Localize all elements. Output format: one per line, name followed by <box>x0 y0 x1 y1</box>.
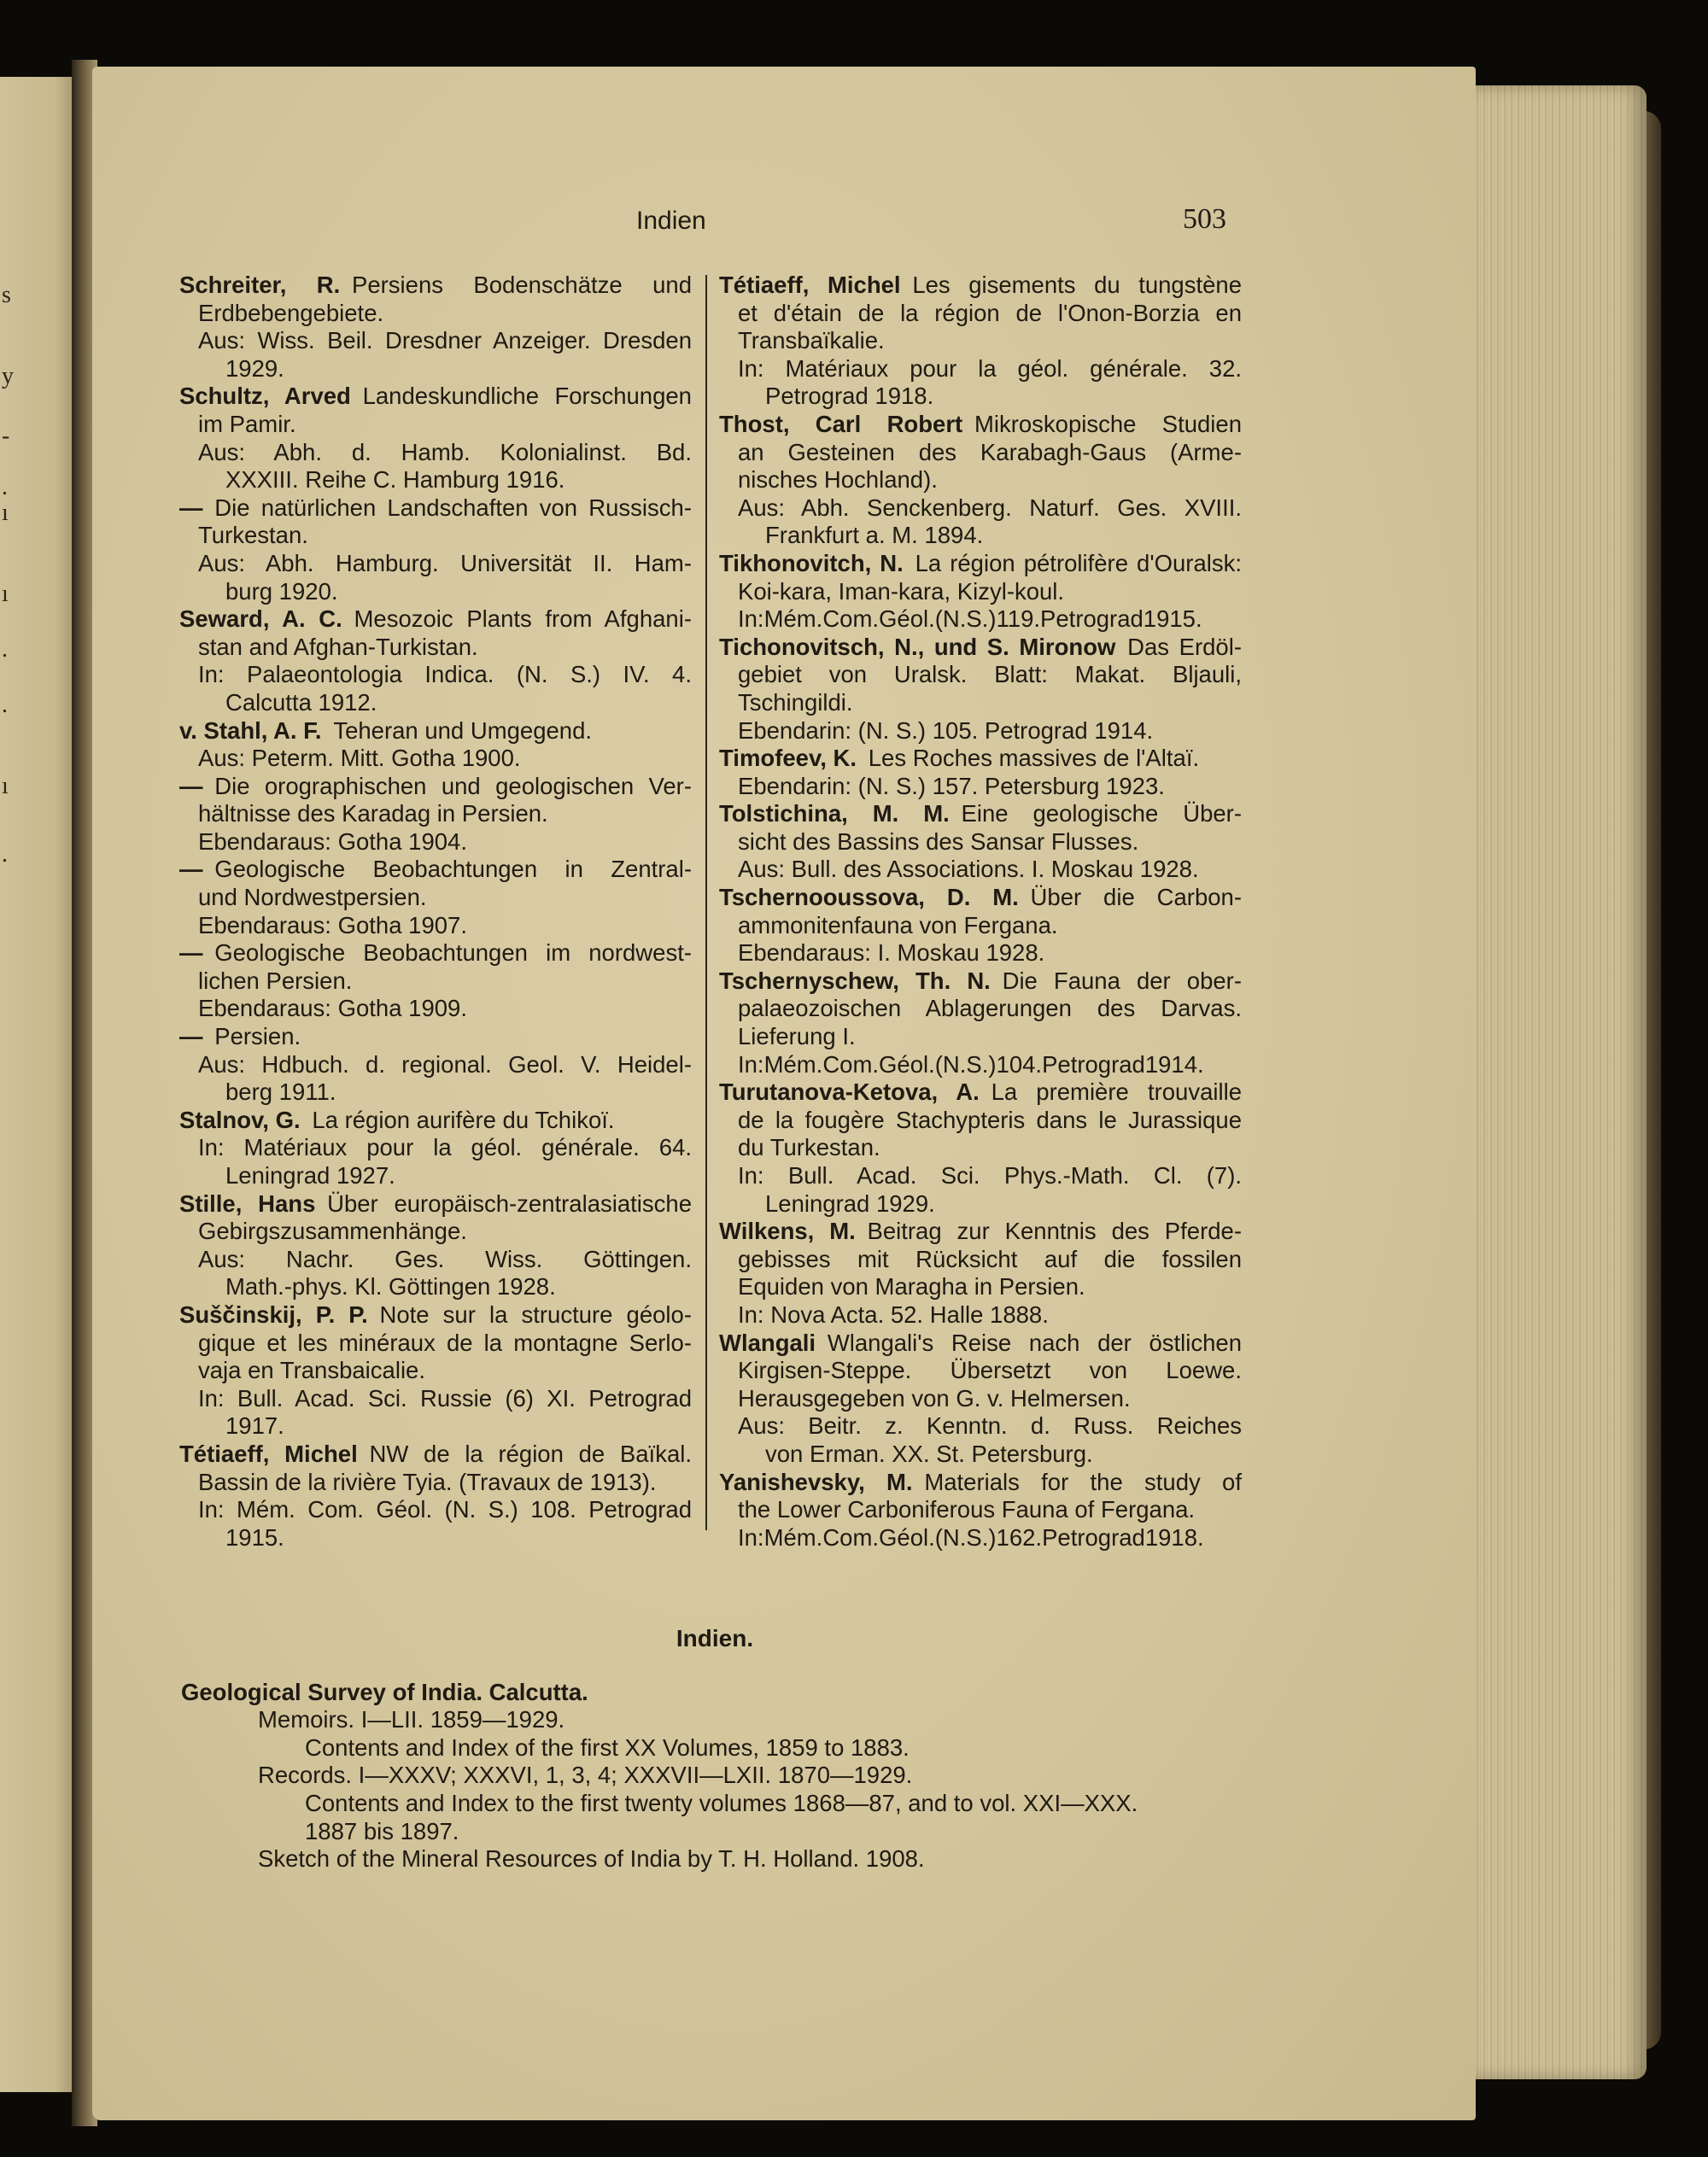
entry-source-line: In:Mém.Com.Géol.(N.S.)119.Petrograd1915. <box>738 605 1202 633</box>
entry-source <box>719 1301 1242 1330</box>
entry-source-line: XXXIII. Reihe C. Hamburg 1916. <box>225 466 565 494</box>
entry-line <box>179 1023 692 1051</box>
bibliography-entry <box>719 1078 1242 1218</box>
entry-title-line: Geologische Beobachtungen im nordwest- <box>214 939 692 967</box>
entry-title-line: Geologische Beobachtungen in Zentral- <box>214 856 692 883</box>
entry-source <box>179 1051 692 1107</box>
bibliography-entry <box>179 773 692 856</box>
entry-line <box>179 1190 692 1219</box>
entry-title-line: sicht des Bassins des Sansar Flusses. <box>738 827 1139 855</box>
entry-title-line: Teheran und Umgegend. <box>333 716 593 744</box>
bibliography-entry <box>719 967 1242 1078</box>
entry-line <box>719 1330 1242 1358</box>
entry-author: Thost, Carl Robert <box>719 410 963 437</box>
bibliography-entry <box>179 272 692 383</box>
entry-title-line: Equiden von Maragha in Persien. <box>738 1273 1085 1301</box>
entry-title-line: Gebirgszusammenhänge. <box>198 1218 467 1245</box>
facing-page-fragment: . <box>2 692 8 718</box>
entry-line <box>179 522 692 550</box>
entry-title-line: Les gisements du tungstène <box>912 272 1242 298</box>
entry-title-line: Die natürlichen Landschaften von Russisch- <box>214 494 692 521</box>
entry-source <box>179 912 692 940</box>
entry-title-line: La région pétrolifère d'Ouralsk: <box>915 549 1242 576</box>
entry-title-line: the Lower Carboniferous Fauna of Fergana. <box>738 1496 1196 1523</box>
entry-source-line: Ebendaraus: Gotha 1904. <box>198 827 467 855</box>
section-line: Contents and Index to the first twenty volumes 1868—87, and to vol. XXI—XXX. <box>305 1789 1138 1816</box>
entry-line <box>719 1357 1242 1385</box>
entry-source-line: Ebendarin: (N. S.) 105. Petrograd 1914. <box>738 716 1154 744</box>
entry-title-line: Über die Carbon- <box>1030 884 1242 911</box>
entry-source-line: Aus: Peterm. Mitt. Gotha 1900. <box>198 745 521 772</box>
facing-page-fragment: - <box>2 423 10 449</box>
entry-title-line: ammonitenfauna von Fergana. <box>738 911 1058 938</box>
entry-author: Wilkens, M. <box>719 1218 856 1245</box>
entry-source-line: In: Mém. Com. Géol. (N. S.) 108. Petrograd <box>198 1496 692 1523</box>
entry-author: v. Stahl, A. F. <box>179 716 322 744</box>
entry-author: Tolstichina, M. M. <box>719 800 950 827</box>
entry-source <box>179 1496 692 1552</box>
entry-title-line: Herausgegeben von G. v. Helmersen. <box>738 1384 1131 1412</box>
left-column <box>179 272 692 1552</box>
entry-title-line: La première trouvaille <box>991 1078 1242 1106</box>
entry-line <box>179 1441 692 1469</box>
entry-line <box>179 800 692 828</box>
bibliography-entry <box>179 605 692 716</box>
page-number: 503 <box>1183 203 1226 235</box>
entry-line <box>719 1023 1242 1051</box>
entry-line <box>179 605 692 634</box>
entry-line <box>179 773 692 801</box>
entry-title-line: Beitrag zur Kenntnis des Pferde- <box>867 1218 1242 1245</box>
entry-line <box>719 800 1242 828</box>
entry-title-line: Mikroskopische Studien <box>974 410 1243 437</box>
entry-title-line: nisches Hochland). <box>738 466 938 494</box>
entry-source-line: Calcutta 1912. <box>225 688 377 716</box>
bibliography-entry <box>179 1301 692 1441</box>
entry-title-line: et d'étain de la région de l'Onon-Borzia en <box>738 299 1242 326</box>
entry-source-line: Aus: Beitr. z. Kenntn. d. Russ. Reiches <box>738 1412 1242 1440</box>
entry-line <box>179 1357 692 1385</box>
entry-title-line: du Turkestan. <box>738 1134 880 1161</box>
entry-title-line: de la fougère Stachypteris dans le Jurassique <box>738 1106 1242 1133</box>
entry-line <box>719 578 1242 606</box>
entry-title-line: NW de la région de Baïkal. <box>369 1440 692 1467</box>
entry-source <box>179 828 692 856</box>
section-line: Memoirs. I—LII. 1859—1929. <box>258 1706 565 1733</box>
entry-author: Stalnov, G. <box>179 1106 301 1133</box>
entry-title-line: Transbaïkalie. <box>738 327 885 354</box>
entry-source-line: Leningrad 1929. <box>765 1190 935 1217</box>
entry-source <box>179 1385 692 1441</box>
bibliography-entry <box>179 856 692 939</box>
entry-source-line: Aus: Abh. Hamburg. Universität II. Ham- <box>198 549 692 576</box>
entry-line <box>719 1385 1242 1413</box>
entry-source-line: burg 1920. <box>225 577 338 605</box>
entry-author: Tétiaeff, Michel <box>719 272 901 298</box>
facing-page-fragment: s <box>2 282 11 308</box>
entry-title-line: Turkestan. <box>198 522 308 549</box>
entry-source <box>719 355 1242 411</box>
entry-title-line: Die orographischen und geologischen Ver- <box>214 772 692 799</box>
entry-source <box>179 550 692 605</box>
right-column <box>719 272 1242 1552</box>
entry-line <box>719 1246 1242 1274</box>
entry-line <box>719 995 1242 1023</box>
entry-title-line: im Pamir. <box>198 410 296 437</box>
entry-author: Schultz, Arved <box>179 383 351 410</box>
entry-title-line: Bassin de la rivière Tyia. (Travaux de 1913). <box>198 1468 657 1495</box>
entry-source-line: Ebendaraus: Gotha 1907. <box>198 911 467 938</box>
entry-author: Schreiter, R. <box>179 272 341 298</box>
entry-line <box>719 327 1242 355</box>
entry-source <box>179 661 692 716</box>
entry-author: Tikhonovitch, N. <box>719 549 904 576</box>
entry-title-line: Persien. <box>214 1023 301 1050</box>
entry-line <box>179 383 692 411</box>
bibliography-entry <box>179 717 692 773</box>
facing-page-fragment: . <box>2 636 8 663</box>
entry-line <box>179 1107 692 1135</box>
entry-author: — <box>179 856 203 883</box>
section-title: Indien. <box>676 1625 754 1651</box>
entry-line <box>719 1496 1242 1524</box>
bibliography-entry <box>719 550 1242 634</box>
facing-page-fragment: . <box>2 841 8 868</box>
bibliography-entry <box>719 634 1242 745</box>
entry-title-line: Lieferung I. <box>738 1023 856 1050</box>
entry-title-line: stan and Afghan-Turkistan. <box>198 633 478 660</box>
entry-line <box>719 411 1242 439</box>
entry-line <box>719 912 1242 940</box>
entry-source <box>719 1051 1242 1079</box>
section-indien <box>181 1625 1249 1873</box>
entry-line <box>719 1107 1242 1135</box>
entry-source-line: 1929. <box>225 354 284 382</box>
entry-title-line: vaja en Transbaicalie. <box>198 1357 425 1384</box>
entry-title-line: Mesozoic Plants from Afghani- <box>354 605 692 633</box>
entry-source <box>179 995 692 1023</box>
entry-source <box>719 856 1242 884</box>
entry-source-line: In: Bull. Acad. Sci. Russie (6) XI. Petrograd <box>198 1384 692 1412</box>
entry-author: — <box>179 772 203 799</box>
entry-source-line: Petrograd 1918. <box>765 383 934 410</box>
entry-source-line: Frankfurt a. M. 1894. <box>765 522 984 549</box>
entry-line <box>179 1469 692 1497</box>
entry-source <box>179 1134 692 1190</box>
entry-line <box>719 272 1242 300</box>
bibliography-entry <box>719 745 1242 800</box>
entry-source-line: In: Matériaux pour la géol. générale. 32. <box>738 354 1242 382</box>
entry-title-line: und Nordwestpersien. <box>198 884 427 911</box>
entry-author: — <box>179 494 203 521</box>
entry-line <box>719 967 1242 996</box>
entry-title-line: Das Erdöl- <box>1127 633 1242 660</box>
entry-author: Tschernooussova, D. M. <box>719 884 1019 911</box>
facing-page-fragment: ı <box>2 500 9 526</box>
entry-source-line: In:Mém.Com.Géol.(N.S.)162.Petrograd1918. <box>738 1523 1204 1551</box>
entry-title-line: gebisses mit Rücksicht auf die fossilen <box>738 1245 1242 1272</box>
entry-source-line: In:Mém.Com.Géol.(N.S.)104.Petrograd1914. <box>738 1050 1204 1078</box>
entry-line <box>719 550 1242 578</box>
section-lines <box>181 1706 1249 1873</box>
entry-source <box>179 439 692 494</box>
entry-source-line: Aus: Wiss. Beil. Dresdner Anzeiger. Dresden <box>198 327 692 354</box>
entry-source-line: Ebendaraus: Gotha 1909. <box>198 995 467 1022</box>
entry-line <box>719 466 1242 494</box>
entry-source <box>719 939 1242 967</box>
entry-title-line: hältnisse des Karadag in Persien. <box>198 800 548 827</box>
entry-source <box>719 605 1242 634</box>
entry-source <box>719 773 1242 801</box>
entry-line <box>719 828 1242 856</box>
entry-line <box>719 745 1242 773</box>
entry-author: Stille, Hans <box>179 1190 316 1217</box>
entry-title-line: Les Roches massives de l'Altaï. <box>868 745 1200 772</box>
entry-source-line: Math.-phys. Kl. Göttingen 1928. <box>225 1273 556 1301</box>
entry-line <box>179 634 692 662</box>
page-stack-edges <box>1467 85 1647 2079</box>
bibliography-entry <box>719 272 1242 411</box>
entry-source-line: Leningrad 1927. <box>225 1162 395 1189</box>
section-line: Sketch of the Mineral Resources of India by T. H. Holland. 1908. <box>258 1845 925 1873</box>
entry-line <box>179 1218 692 1246</box>
entry-title-line: Die Fauna der ober- <box>1002 967 1242 994</box>
entry-title-line: an Gesteinen des Karabagh-Gaus (Arme- <box>738 438 1242 465</box>
entry-line <box>719 661 1242 689</box>
entry-line <box>179 411 692 439</box>
entry-source-line: Ebendaraus: I. Moskau 1928. <box>738 939 1045 967</box>
entry-title-line: palaeozoischen Ablagerungen des Darvas. <box>738 995 1242 1022</box>
entry-title-line: gique et les minéraux de la montagne Serlo- <box>198 1329 692 1356</box>
entry-line <box>179 939 692 967</box>
entry-line <box>179 272 692 300</box>
bibliography-entry <box>719 1469 1242 1552</box>
facing-page-fragment: ı <box>2 581 9 607</box>
bibliography-entry <box>179 939 692 1023</box>
entry-source-line: 1915. <box>225 1523 284 1551</box>
section-line: 1887 bis 1897. <box>305 1817 459 1844</box>
entry-source-line: In: Matériaux pour la géol. générale. 64. <box>198 1134 692 1161</box>
entry-title-line: Kirgisen-Steppe. Übersetzt von Loewe. <box>738 1357 1242 1384</box>
entry-line <box>179 717 692 745</box>
entry-line <box>719 1273 1242 1301</box>
entry-title-line: Erdbebengebiete. <box>198 299 384 326</box>
entry-line <box>719 1134 1242 1162</box>
entry-line <box>179 856 692 884</box>
entry-line <box>179 884 692 912</box>
entry-line <box>179 300 692 328</box>
facing-page-fragment: ı <box>2 773 9 799</box>
bibliography-entry <box>719 1218 1242 1329</box>
entry-author: Suščinskij, P. P. <box>179 1301 368 1328</box>
entry-source-line: Ebendarin: (N. S.) 157. Petersburg 1923. <box>738 772 1165 799</box>
entry-title-line: Landeskundliche Forschungen <box>362 383 692 410</box>
entry-line <box>179 1301 692 1330</box>
entry-author: Turutanova-Ketova, A. <box>719 1078 980 1106</box>
bibliography-entry <box>179 1190 692 1301</box>
entry-source-line: Aus: Abh. d. Hamb. Kolonialinst. Bd. <box>198 438 692 465</box>
entry-line <box>719 634 1242 662</box>
institution-name: Geological Survey of India. Calcutta. <box>181 1678 588 1705</box>
column-divider <box>705 275 707 1530</box>
bibliography-entry <box>179 1441 692 1552</box>
section-line: Contents and Index of the first XX Volumes, 1859 to 1883. <box>305 1733 910 1761</box>
entry-line <box>719 1469 1242 1497</box>
entry-title-line: La région aurifère du Tchikoï. <box>312 1106 615 1133</box>
bibliography-entry <box>719 884 1242 967</box>
entry-author: Wlangali <box>719 1329 816 1356</box>
entry-author: — <box>179 939 203 967</box>
entry-source <box>179 1246 692 1301</box>
bibliography-entry <box>179 494 692 605</box>
bibliography-entry <box>179 1023 692 1107</box>
entry-source <box>719 1162 1242 1218</box>
entry-source <box>719 1524 1242 1552</box>
entry-line <box>719 1078 1242 1107</box>
entry-title-line: Eine geologische Über- <box>961 800 1242 827</box>
entry-source <box>179 745 692 773</box>
entry-source-line: Aus: Bull. des Associations. I. Moskau 1928. <box>738 856 1199 883</box>
bibliography-entry <box>719 1330 1242 1469</box>
entry-line <box>179 494 692 523</box>
entry-title-line: lichen Persien. <box>198 967 353 994</box>
facing-page-fragment: . <box>2 474 8 500</box>
entry-source-line: Aus: Nachr. Ges. Wiss. Göttingen. <box>198 1245 692 1272</box>
entry-source-line: von Erman. XX. St. Petersburg. <box>765 1440 1093 1467</box>
entry-source-line: 1917. <box>225 1412 284 1440</box>
entry-line <box>719 689 1242 717</box>
entry-line <box>719 1218 1242 1246</box>
entry-source <box>179 327 692 383</box>
entry-source <box>719 717 1242 745</box>
entry-line <box>719 884 1242 912</box>
section-line: Records. I—XXXV; XXXVI, 1, 3, 4; XXXVII—LXII. 1870—1929. <box>258 1762 913 1789</box>
entry-line <box>179 1330 692 1358</box>
entry-source <box>719 494 1242 550</box>
entry-author: Timofeev, K. <box>719 745 857 772</box>
bibliography-entry <box>719 411 1242 550</box>
running-header-title: Indien <box>636 207 706 235</box>
entry-source <box>719 1412 1242 1468</box>
entry-title-line: Tschingildi. <box>738 688 853 716</box>
entry-title-line: Wlangali's Reise nach der östlichen <box>827 1329 1242 1356</box>
entry-source-line: In: Palaeontologia Indica. (N. S.) IV. 4. <box>198 661 692 688</box>
entry-source-line: In: Bull. Acad. Sci. Phys.-Math. Cl. (7). <box>738 1162 1242 1189</box>
entry-title-line: Persiens Bodenschätze und <box>352 272 692 298</box>
entry-author: Tschernyschew, Th. N. <box>719 967 991 994</box>
entry-title-line: gebiet von Uralsk. Blatt: Makat. Bljauli, <box>738 661 1242 688</box>
entry-title-line: Über europäisch-zentralasiatische <box>327 1190 692 1217</box>
bibliography-entry <box>719 800 1242 884</box>
facing-page-fragment: y <box>2 363 14 389</box>
entry-source-line: Aus: Hdbuch. d. regional. Geol. V. Heidel- <box>198 1050 692 1078</box>
entry-author: Seward, A. C. <box>179 605 342 633</box>
entry-source-line: In: Nova Acta. 52. Halle 1888. <box>738 1301 1049 1328</box>
entry-line <box>179 967 692 996</box>
bibliography-entry <box>179 383 692 494</box>
entry-author: Tichonovitsch, N., und S. Mironow <box>719 633 1116 660</box>
entry-source-line: berg 1911. <box>225 1078 336 1106</box>
entry-author: Yanishevsky, M. <box>719 1468 913 1495</box>
entry-line <box>719 300 1242 328</box>
entry-source-line: Aus: Abh. Senckenberg. Naturf. Ges. XVIII. <box>738 494 1242 521</box>
entry-title-line: Note sur la structure géolo- <box>379 1301 692 1328</box>
bibliography-entry <box>179 1107 692 1190</box>
entry-author: Tétiaeff, Michel <box>179 1440 358 1467</box>
entry-author: — <box>179 1023 203 1050</box>
entry-line <box>719 439 1242 467</box>
entry-title-line: Materials for the study of <box>924 1468 1242 1495</box>
entry-title-line: Koi-kara, Iman-kara, Kizyl-koul. <box>738 577 1065 605</box>
